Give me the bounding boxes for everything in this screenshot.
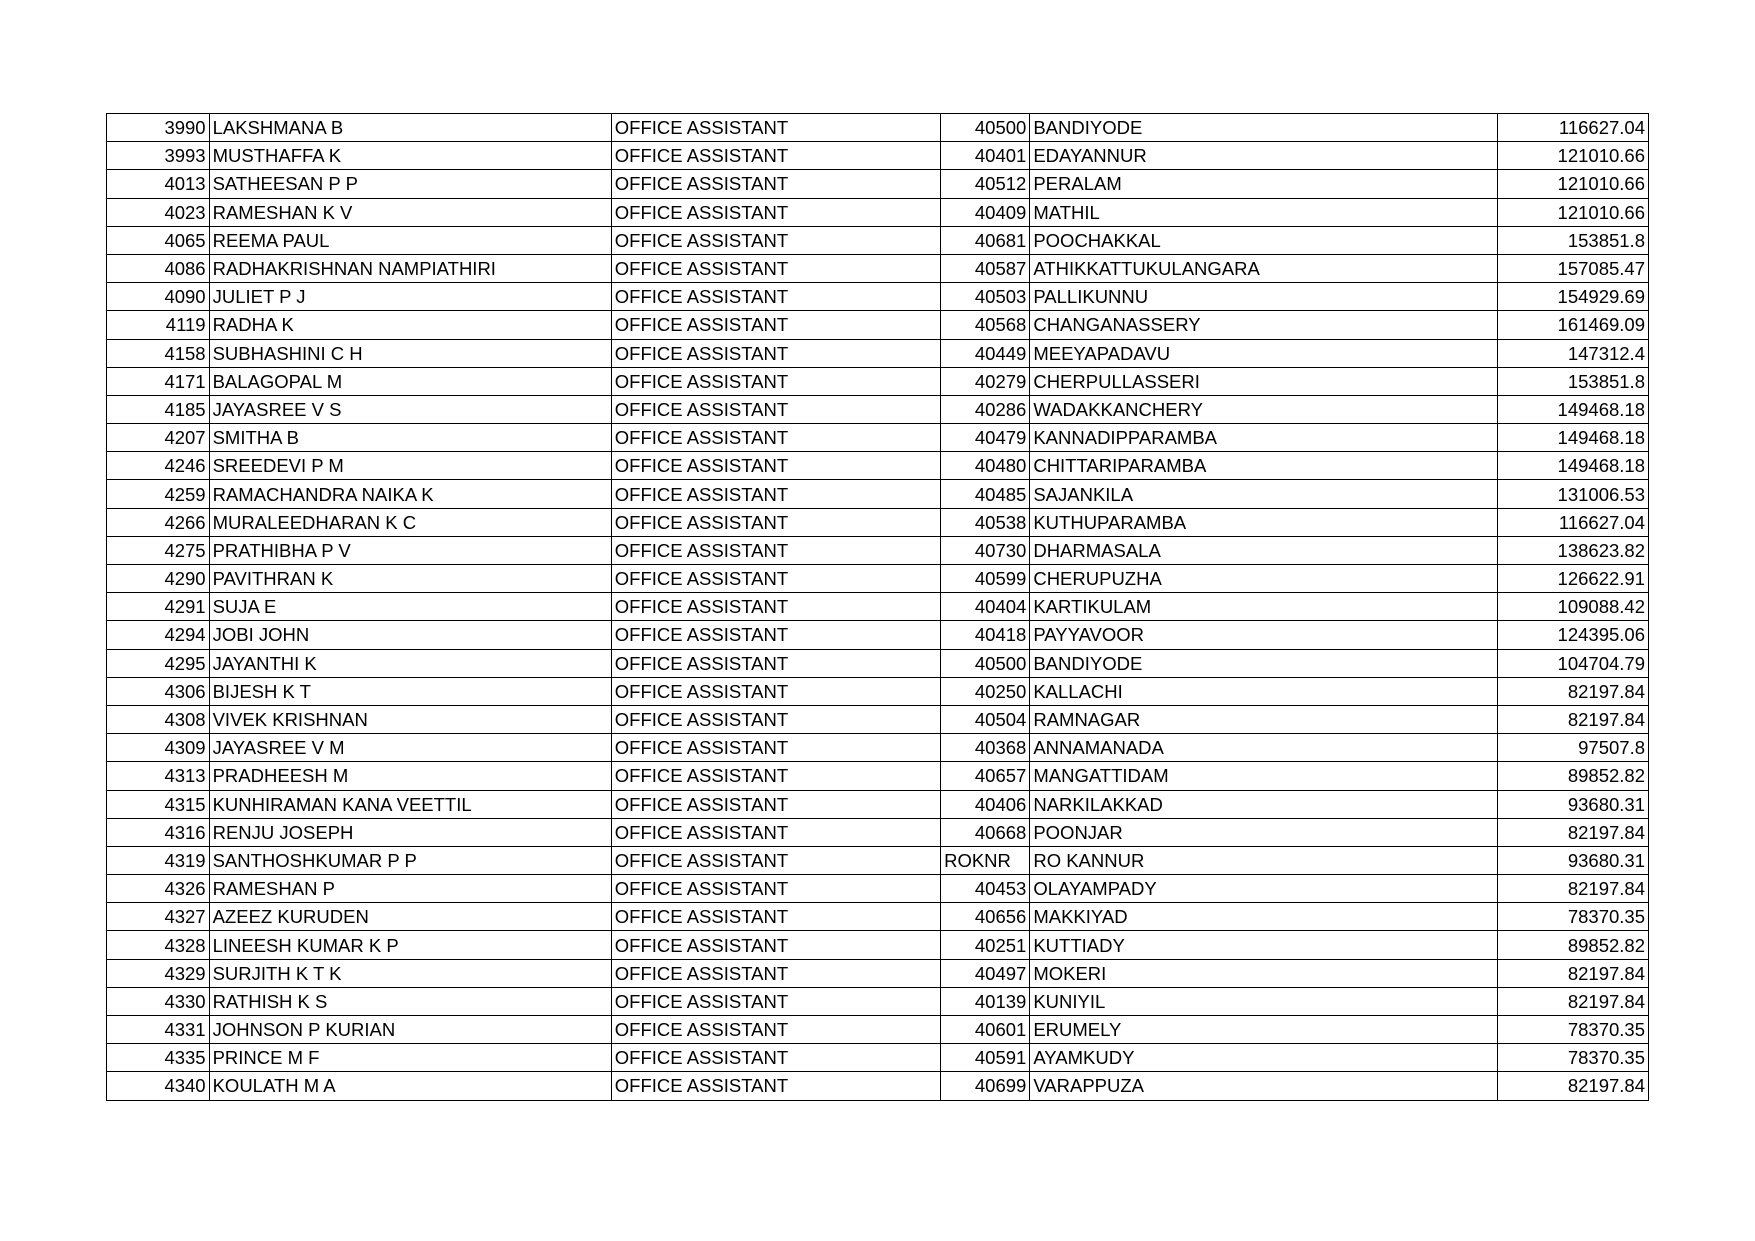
amount-cell: 116627.04 [1498, 114, 1649, 142]
table-row [107, 536, 1649, 564]
designation-cell: OFFICE ASSISTANT [611, 536, 940, 564]
employee-id-cell: 4246 [107, 452, 210, 480]
office-name-cell: ERUMELY [1030, 1016, 1498, 1044]
office-name-cell: BANDIYODE [1030, 114, 1498, 142]
office-name-cell: VARAPPUZA [1030, 1072, 1498, 1100]
table-row [107, 875, 1649, 903]
designation-cell: OFFICE ASSISTANT [611, 649, 940, 677]
table-row [107, 508, 1649, 536]
amount-cell: 154929.69 [1498, 283, 1649, 311]
table-row [107, 649, 1649, 677]
office-code-cell: 40730 [941, 536, 1030, 564]
office-name-cell: DHARMASALA [1030, 536, 1498, 564]
amount-cell: 82197.84 [1498, 987, 1649, 1015]
office-code-cell: 40599 [941, 565, 1030, 593]
office-name-cell: PALLIKUNNU [1030, 283, 1498, 311]
designation-cell: OFFICE ASSISTANT [611, 565, 940, 593]
employee-id-cell: 4330 [107, 987, 210, 1015]
designation-cell: OFFICE ASSISTANT [611, 395, 940, 423]
designation-cell: OFFICE ASSISTANT [611, 283, 940, 311]
office-name-cell: WADAKKANCHERY [1030, 395, 1498, 423]
designation-cell: OFFICE ASSISTANT [611, 790, 940, 818]
designation-cell: OFFICE ASSISTANT [611, 762, 940, 790]
table-row [107, 339, 1649, 367]
amount-cell: 82197.84 [1498, 818, 1649, 846]
employee-id-cell: 4065 [107, 226, 210, 254]
employee-name-cell: SUBHASHINI C H [209, 339, 611, 367]
office-code-cell: 40656 [941, 903, 1030, 931]
amount-cell: 104704.79 [1498, 649, 1649, 677]
table-row [107, 734, 1649, 762]
amount-cell: 131006.53 [1498, 480, 1649, 508]
office-name-cell: POONJAR [1030, 818, 1498, 846]
designation-cell: OFFICE ASSISTANT [611, 114, 940, 142]
office-code-cell: 40601 [941, 1016, 1030, 1044]
office-name-cell: MAKKIYAD [1030, 903, 1498, 931]
designation-cell: OFFICE ASSISTANT [611, 705, 940, 733]
employee-id-cell: 4316 [107, 818, 210, 846]
designation-cell: OFFICE ASSISTANT [611, 170, 940, 198]
employee-id-cell: 3990 [107, 114, 210, 142]
office-code-cell: 40401 [941, 142, 1030, 170]
amount-cell: 78370.35 [1498, 1044, 1649, 1072]
table-row [107, 114, 1649, 142]
employee-name-cell: RENJU JOSEPH [209, 818, 611, 846]
office-code-cell: 40512 [941, 170, 1030, 198]
table-row [107, 452, 1649, 480]
office-code-cell: 40500 [941, 649, 1030, 677]
employee-name-cell: BALAGOPAL M [209, 367, 611, 395]
office-name-cell: MEEYAPADAVU [1030, 339, 1498, 367]
amount-cell: 78370.35 [1498, 1016, 1649, 1044]
table-row [107, 170, 1649, 198]
employee-name-cell: JAYASREE V S [209, 395, 611, 423]
office-code-cell: 40503 [941, 283, 1030, 311]
office-name-cell: RAMNAGAR [1030, 705, 1498, 733]
office-code-cell: 40449 [941, 339, 1030, 367]
employee-id-cell: 4319 [107, 846, 210, 874]
office-code-cell: 40668 [941, 818, 1030, 846]
employee-name-cell: PRINCE M F [209, 1044, 611, 1072]
amount-cell: 97507.8 [1498, 734, 1649, 762]
designation-cell: OFFICE ASSISTANT [611, 508, 940, 536]
office-name-cell: KARTIKULAM [1030, 593, 1498, 621]
table-row [107, 1016, 1649, 1044]
employee-id-cell: 4158 [107, 339, 210, 367]
employee-id-cell: 4090 [107, 283, 210, 311]
employee-id-cell: 4315 [107, 790, 210, 818]
table-row [107, 395, 1649, 423]
amount-cell: 157085.47 [1498, 254, 1649, 282]
office-name-cell: ANNAMANADA [1030, 734, 1498, 762]
employee-id-cell: 4171 [107, 367, 210, 395]
employee-id-cell: 4119 [107, 311, 210, 339]
amount-cell: 126622.91 [1498, 565, 1649, 593]
office-code-cell: 40279 [941, 367, 1030, 395]
office-name-cell: CHANGANASSERY [1030, 311, 1498, 339]
employee-name-cell: SREEDEVI P M [209, 452, 611, 480]
employee-id-cell: 4295 [107, 649, 210, 677]
employee-name-cell: RADHAKRISHNAN NAMPIATHIRI [209, 254, 611, 282]
amount-cell: 89852.82 [1498, 931, 1649, 959]
office-code-cell: 40681 [941, 226, 1030, 254]
office-code-cell: 40591 [941, 1044, 1030, 1072]
designation-cell: OFFICE ASSISTANT [611, 621, 940, 649]
table-row [107, 593, 1649, 621]
designation-cell: OFFICE ASSISTANT [611, 1044, 940, 1072]
office-name-cell: ATHIKKATTUKULANGARA [1030, 254, 1498, 282]
designation-cell: OFFICE ASSISTANT [611, 593, 940, 621]
employee-name-cell: JAYANTHI K [209, 649, 611, 677]
employee-id-cell: 4023 [107, 198, 210, 226]
office-code-cell: 40587 [941, 254, 1030, 282]
amount-cell: 153851.8 [1498, 367, 1649, 395]
employee-name-cell: RAMESHAN P [209, 875, 611, 903]
employee-name-cell: SMITHA B [209, 424, 611, 452]
office-code-cell: 40418 [941, 621, 1030, 649]
employee-id-cell: 4306 [107, 677, 210, 705]
employee-name-cell: RATHISH K S [209, 987, 611, 1015]
office-name-cell: MATHIL [1030, 198, 1498, 226]
table-row [107, 254, 1649, 282]
table-row [107, 1072, 1649, 1100]
employee-name-cell: SUJA E [209, 593, 611, 621]
table-row [107, 818, 1649, 846]
office-name-cell: CHERUPUZHA [1030, 565, 1498, 593]
employee-id-cell: 4327 [107, 903, 210, 931]
employee-id-cell: 3993 [107, 142, 210, 170]
table-row [107, 142, 1649, 170]
office-code-cell: 40500 [941, 114, 1030, 142]
employee-id-cell: 4013 [107, 170, 210, 198]
amount-cell: 82197.84 [1498, 1072, 1649, 1100]
office-code-cell: 40699 [941, 1072, 1030, 1100]
office-code-cell: 40485 [941, 480, 1030, 508]
employee-name-cell: AZEEZ KURUDEN [209, 903, 611, 931]
amount-cell: 82197.84 [1498, 677, 1649, 705]
amount-cell: 82197.84 [1498, 705, 1649, 733]
table-row [107, 959, 1649, 987]
office-code-cell: 40286 [941, 395, 1030, 423]
office-name-cell: KALLACHI [1030, 677, 1498, 705]
employee-id-cell: 4326 [107, 875, 210, 903]
employee-name-cell: MUSTHAFFA K [209, 142, 611, 170]
amount-cell: 149468.18 [1498, 452, 1649, 480]
employee-name-cell: VIVEK KRISHNAN [209, 705, 611, 733]
amount-cell: 82197.84 [1498, 959, 1649, 987]
table-body [107, 114, 1649, 1101]
employee-id-cell: 4275 [107, 536, 210, 564]
amount-cell: 121010.66 [1498, 142, 1649, 170]
employee-name-cell: BIJESH K T [209, 677, 611, 705]
table-row [107, 565, 1649, 593]
office-name-cell: SAJANKILA [1030, 480, 1498, 508]
amount-cell: 147312.4 [1498, 339, 1649, 367]
employee-id-cell: 4313 [107, 762, 210, 790]
table-row [107, 762, 1649, 790]
designation-cell: OFFICE ASSISTANT [611, 480, 940, 508]
table-row [107, 790, 1649, 818]
table-row [107, 677, 1649, 705]
office-code-cell: ROKNR [941, 846, 1030, 874]
table-row [107, 480, 1649, 508]
amount-cell: 149468.18 [1498, 424, 1649, 452]
employee-name-cell: RAMACHANDRA NAIKA K [209, 480, 611, 508]
designation-cell: OFFICE ASSISTANT [611, 818, 940, 846]
employee-name-cell: SANTHOSHKUMAR P P [209, 846, 611, 874]
designation-cell: OFFICE ASSISTANT [611, 424, 940, 452]
office-code-cell: 40368 [941, 734, 1030, 762]
amount-cell: 138623.82 [1498, 536, 1649, 564]
office-name-cell: PERALAM [1030, 170, 1498, 198]
designation-cell: OFFICE ASSISTANT [611, 452, 940, 480]
employee-name-cell: KOULATH M A [209, 1072, 611, 1100]
amount-cell: 89852.82 [1498, 762, 1649, 790]
office-code-cell: 40139 [941, 987, 1030, 1015]
designation-cell: OFFICE ASSISTANT [611, 1016, 940, 1044]
employee-id-cell: 4294 [107, 621, 210, 649]
office-name-cell: CHERPULLASSERI [1030, 367, 1498, 395]
table-row [107, 198, 1649, 226]
employee-name-cell: SATHEESAN P P [209, 170, 611, 198]
designation-cell: OFFICE ASSISTANT [611, 875, 940, 903]
employee-id-cell: 4309 [107, 734, 210, 762]
office-code-cell: 40657 [941, 762, 1030, 790]
employee-name-cell: RADHA K [209, 311, 611, 339]
employee-id-cell: 4329 [107, 959, 210, 987]
office-code-cell: 40251 [941, 931, 1030, 959]
designation-cell: OFFICE ASSISTANT [611, 734, 940, 762]
table-row [107, 931, 1649, 959]
table-row [107, 367, 1649, 395]
table-row [107, 311, 1649, 339]
office-code-cell: 40538 [941, 508, 1030, 536]
office-name-cell: POOCHAKKAL [1030, 226, 1498, 254]
office-code-cell: 40480 [941, 452, 1030, 480]
office-name-cell: MOKERI [1030, 959, 1498, 987]
amount-cell: 153851.8 [1498, 226, 1649, 254]
office-code-cell: 40250 [941, 677, 1030, 705]
designation-cell: OFFICE ASSISTANT [611, 931, 940, 959]
designation-cell: OFFICE ASSISTANT [611, 226, 940, 254]
office-code-cell: 40409 [941, 198, 1030, 226]
table-row [107, 1044, 1649, 1072]
table-row [107, 283, 1649, 311]
employee-name-cell: PRADHEESH M [209, 762, 611, 790]
table-row [107, 987, 1649, 1015]
designation-cell: OFFICE ASSISTANT [611, 198, 940, 226]
employee-id-cell: 4335 [107, 1044, 210, 1072]
office-code-cell: 40568 [941, 311, 1030, 339]
data-table [106, 113, 1649, 1101]
designation-cell: OFFICE ASSISTANT [611, 987, 940, 1015]
office-code-cell: 40497 [941, 959, 1030, 987]
employee-name-cell: JULIET P J [209, 283, 611, 311]
designation-cell: OFFICE ASSISTANT [611, 254, 940, 282]
amount-cell: 124395.06 [1498, 621, 1649, 649]
employee-name-cell: LAKSHMANA B [209, 114, 611, 142]
amount-cell: 93680.31 [1498, 846, 1649, 874]
office-code-cell: 40404 [941, 593, 1030, 621]
employee-name-cell: PRATHIBHA P V [209, 536, 611, 564]
employee-id-cell: 4291 [107, 593, 210, 621]
employee-name-cell: LINEESH KUMAR K P [209, 931, 611, 959]
amount-cell: 109088.42 [1498, 593, 1649, 621]
employee-id-cell: 4331 [107, 1016, 210, 1044]
amount-cell: 161469.09 [1498, 311, 1649, 339]
office-name-cell: EDAYANNUR [1030, 142, 1498, 170]
table-row [107, 705, 1649, 733]
employee-id-cell: 4207 [107, 424, 210, 452]
employee-name-cell: REEMA PAUL [209, 226, 611, 254]
table-row [107, 903, 1649, 931]
amount-cell: 78370.35 [1498, 903, 1649, 931]
employee-name-cell: MURALEEDHARAN K C [209, 508, 611, 536]
designation-cell: OFFICE ASSISTANT [611, 339, 940, 367]
office-name-cell: KUTTIADY [1030, 931, 1498, 959]
employee-id-cell: 4308 [107, 705, 210, 733]
employee-name-cell: JOHNSON P KURIAN [209, 1016, 611, 1044]
office-name-cell: MANGATTIDAM [1030, 762, 1498, 790]
designation-cell: OFFICE ASSISTANT [611, 1072, 940, 1100]
office-name-cell: KUTHUPARAMBA [1030, 508, 1498, 536]
employee-id-cell: 4340 [107, 1072, 210, 1100]
designation-cell: OFFICE ASSISTANT [611, 846, 940, 874]
table-row [107, 226, 1649, 254]
designation-cell: OFFICE ASSISTANT [611, 903, 940, 931]
amount-cell: 121010.66 [1498, 170, 1649, 198]
office-name-cell: PAYYAVOOR [1030, 621, 1498, 649]
amount-cell: 121010.66 [1498, 198, 1649, 226]
employee-id-cell: 4328 [107, 931, 210, 959]
office-name-cell: BANDIYODE [1030, 649, 1498, 677]
employee-name-cell: RAMESHAN K V [209, 198, 611, 226]
employee-id-cell: 4266 [107, 508, 210, 536]
office-name-cell: KANNADIPPARAMBA [1030, 424, 1498, 452]
designation-cell: OFFICE ASSISTANT [611, 142, 940, 170]
employee-id-cell: 4290 [107, 565, 210, 593]
employee-name-cell: KUNHIRAMAN KANA VEETTIL [209, 790, 611, 818]
employee-name-cell: SURJITH K T K [209, 959, 611, 987]
designation-cell: OFFICE ASSISTANT [611, 677, 940, 705]
table-row [107, 846, 1649, 874]
amount-cell: 116627.04 [1498, 508, 1649, 536]
employee-name-cell: JOBI JOHN [209, 621, 611, 649]
table-row [107, 424, 1649, 452]
office-name-cell: CHITTARIPARAMBA [1030, 452, 1498, 480]
designation-cell: OFFICE ASSISTANT [611, 367, 940, 395]
designation-cell: OFFICE ASSISTANT [611, 311, 940, 339]
amount-cell: 149468.18 [1498, 395, 1649, 423]
employee-id-cell: 4086 [107, 254, 210, 282]
employee-name-cell: PAVITHRAN K [209, 565, 611, 593]
amount-cell: 82197.84 [1498, 875, 1649, 903]
office-name-cell: AYAMKUDY [1030, 1044, 1498, 1072]
office-name-cell: NARKILAKKAD [1030, 790, 1498, 818]
table-row [107, 621, 1649, 649]
designation-cell: OFFICE ASSISTANT [611, 959, 940, 987]
office-code-cell: 40479 [941, 424, 1030, 452]
employee-name-cell: JAYASREE V M [209, 734, 611, 762]
office-name-cell: RO KANNUR [1030, 846, 1498, 874]
employee-id-cell: 4259 [107, 480, 210, 508]
amount-cell: 93680.31 [1498, 790, 1649, 818]
employee-id-cell: 4185 [107, 395, 210, 423]
office-code-cell: 40406 [941, 790, 1030, 818]
office-name-cell: KUNIYIL [1030, 987, 1498, 1015]
office-code-cell: 40504 [941, 705, 1030, 733]
office-code-cell: 40453 [941, 875, 1030, 903]
office-name-cell: OLAYAMPADY [1030, 875, 1498, 903]
